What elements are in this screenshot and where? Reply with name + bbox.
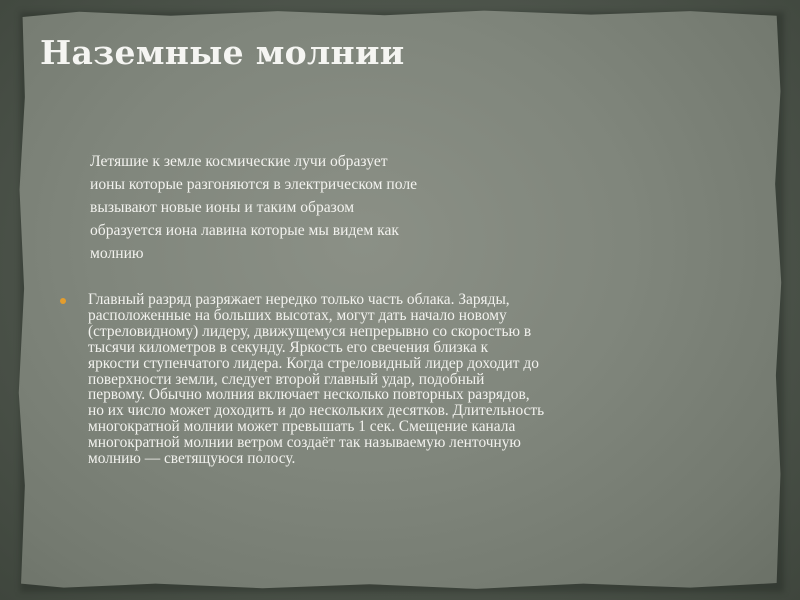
- bullet-paragraph: Главный разряд разряжает нередко только часть облака. Заряды, расположенные на больших высотах, могут дать начало новому (стреловидному) лидеру, движущемуся непрерывно со скоростью в тысячи километров в секунду. Яркость его свечения близка к яркости ступенчатого лидера. Когда стреловидный лидер доходит до поверхности земли, следует второй главный удар, подобный первому. Обычно молния включает несколько повторных разрядов, но их число может доходить и до нескольких десятков. Длительность многократной молнии может превышать 1 сек. Смещение канала многократной молнии ветром создаёт так называемую ленточную молнию — светящуюся полосу.: [88, 291, 545, 468]
- bullet-dot-icon: [60, 298, 66, 304]
- bullet-item: [60, 292, 670, 467]
- intro-paragraph: Летяшие к земле космические лучи образует ионы которые разгоняются в электрическом поле вызывают новые ионы и таким образом образуется иона лавина которые мы видем как молнию: [90, 153, 418, 262]
- slide-title: Наземные молнии: [40, 33, 405, 72]
